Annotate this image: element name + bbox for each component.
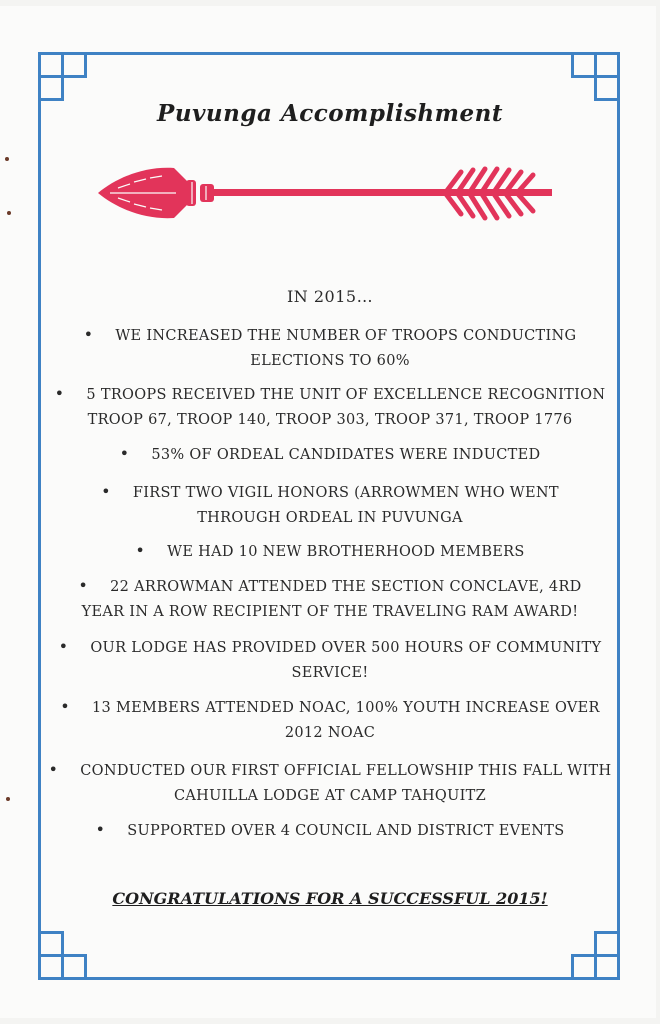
bullet-icon: • xyxy=(101,482,111,501)
list-item-text: THROUGH ORDEAL IN PUVUNGA xyxy=(197,510,463,526)
list-item xyxy=(0,573,660,625)
list-item xyxy=(0,634,660,686)
list-item-text: CONDUCTED OUR FIRST OFFICIAL FELLOWSHIP THIS FALL WITH xyxy=(80,763,612,779)
bullet-icon: • xyxy=(60,697,70,716)
list-item-text: 2012 NOAC xyxy=(284,725,376,741)
punch-hole-mark xyxy=(7,211,11,215)
list-item xyxy=(0,441,660,468)
bullet-icon: • xyxy=(83,325,94,344)
list-item-text: 5 TROOPS RECEIVED THE UNIT OF EXCELLENCE RECOGNITION xyxy=(86,387,606,403)
list-item-text: WE INCREASED THE NUMBER OF TROOPS CONDUCTING xyxy=(115,328,577,344)
bullet-icon: • xyxy=(119,444,130,463)
page-title: Puvunga Accomplishment xyxy=(157,100,503,127)
bullet-icon: • xyxy=(78,576,89,595)
bullet-icon: • xyxy=(48,760,59,779)
list-item-text: TROOP 67, TROOP 140, TROOP 303, TROOP 371, TROOP 1776 xyxy=(87,412,573,428)
bullet-icon: • xyxy=(95,820,106,839)
list-item-text: ELECTIONS TO 60% xyxy=(250,353,410,369)
bullet-icon: • xyxy=(135,541,146,560)
list-item-text: WE HAD 10 NEW BROTHERHOOD MEMBERS xyxy=(167,544,525,560)
list-item-text: 13 MEMBERS ATTENDED NOAC, 100% YOUTH INCREASE OVER xyxy=(91,700,600,716)
list-item-text: 22 ARROWMAN ATTENDED THE SECTION CONCLAVE, 4RD xyxy=(110,579,582,595)
list-item xyxy=(0,694,660,746)
list-item xyxy=(0,757,660,809)
punch-hole-mark xyxy=(5,157,9,161)
list-item-text: SUPPORTED OVER 4 COUNCIL AND DISTRICT EVENTS xyxy=(127,823,565,839)
corner-ornament-bottom-right xyxy=(564,924,620,980)
bullet-icon: • xyxy=(58,637,69,656)
list-item-text: CAHUILLA LODGE AT CAMP TAHQUITZ xyxy=(173,788,487,804)
list-item-text: OUR LODGE HAS PROVIDED OVER 500 HOURS OF COMMUNITY xyxy=(90,640,602,656)
list-item xyxy=(0,817,660,844)
arrow-icon xyxy=(96,160,558,226)
congratulations-banner: CONGRATULATIONS FOR A SUCCESSFUL 2015! xyxy=(112,889,548,908)
list-item xyxy=(0,538,660,565)
list-item xyxy=(0,381,660,433)
list-item xyxy=(0,322,660,374)
list-item-text: YEAR IN A ROW RECIPIENT OF THE TRAVELING RAM AWARD! xyxy=(81,604,579,620)
list-item xyxy=(0,479,660,531)
list-item-text: SERVICE! xyxy=(291,665,369,681)
bullet-icon: • xyxy=(54,384,65,403)
list-item-text: 53% OF ORDEAL CANDIDATES WERE INDUCTED xyxy=(151,447,541,463)
intro-heading: IN 2015… xyxy=(286,287,374,306)
list-item-text: FIRST TWO VIGIL HONORS (ARROWMEN WHO WENT xyxy=(132,485,559,501)
corner-ornament-bottom-left xyxy=(38,924,94,980)
